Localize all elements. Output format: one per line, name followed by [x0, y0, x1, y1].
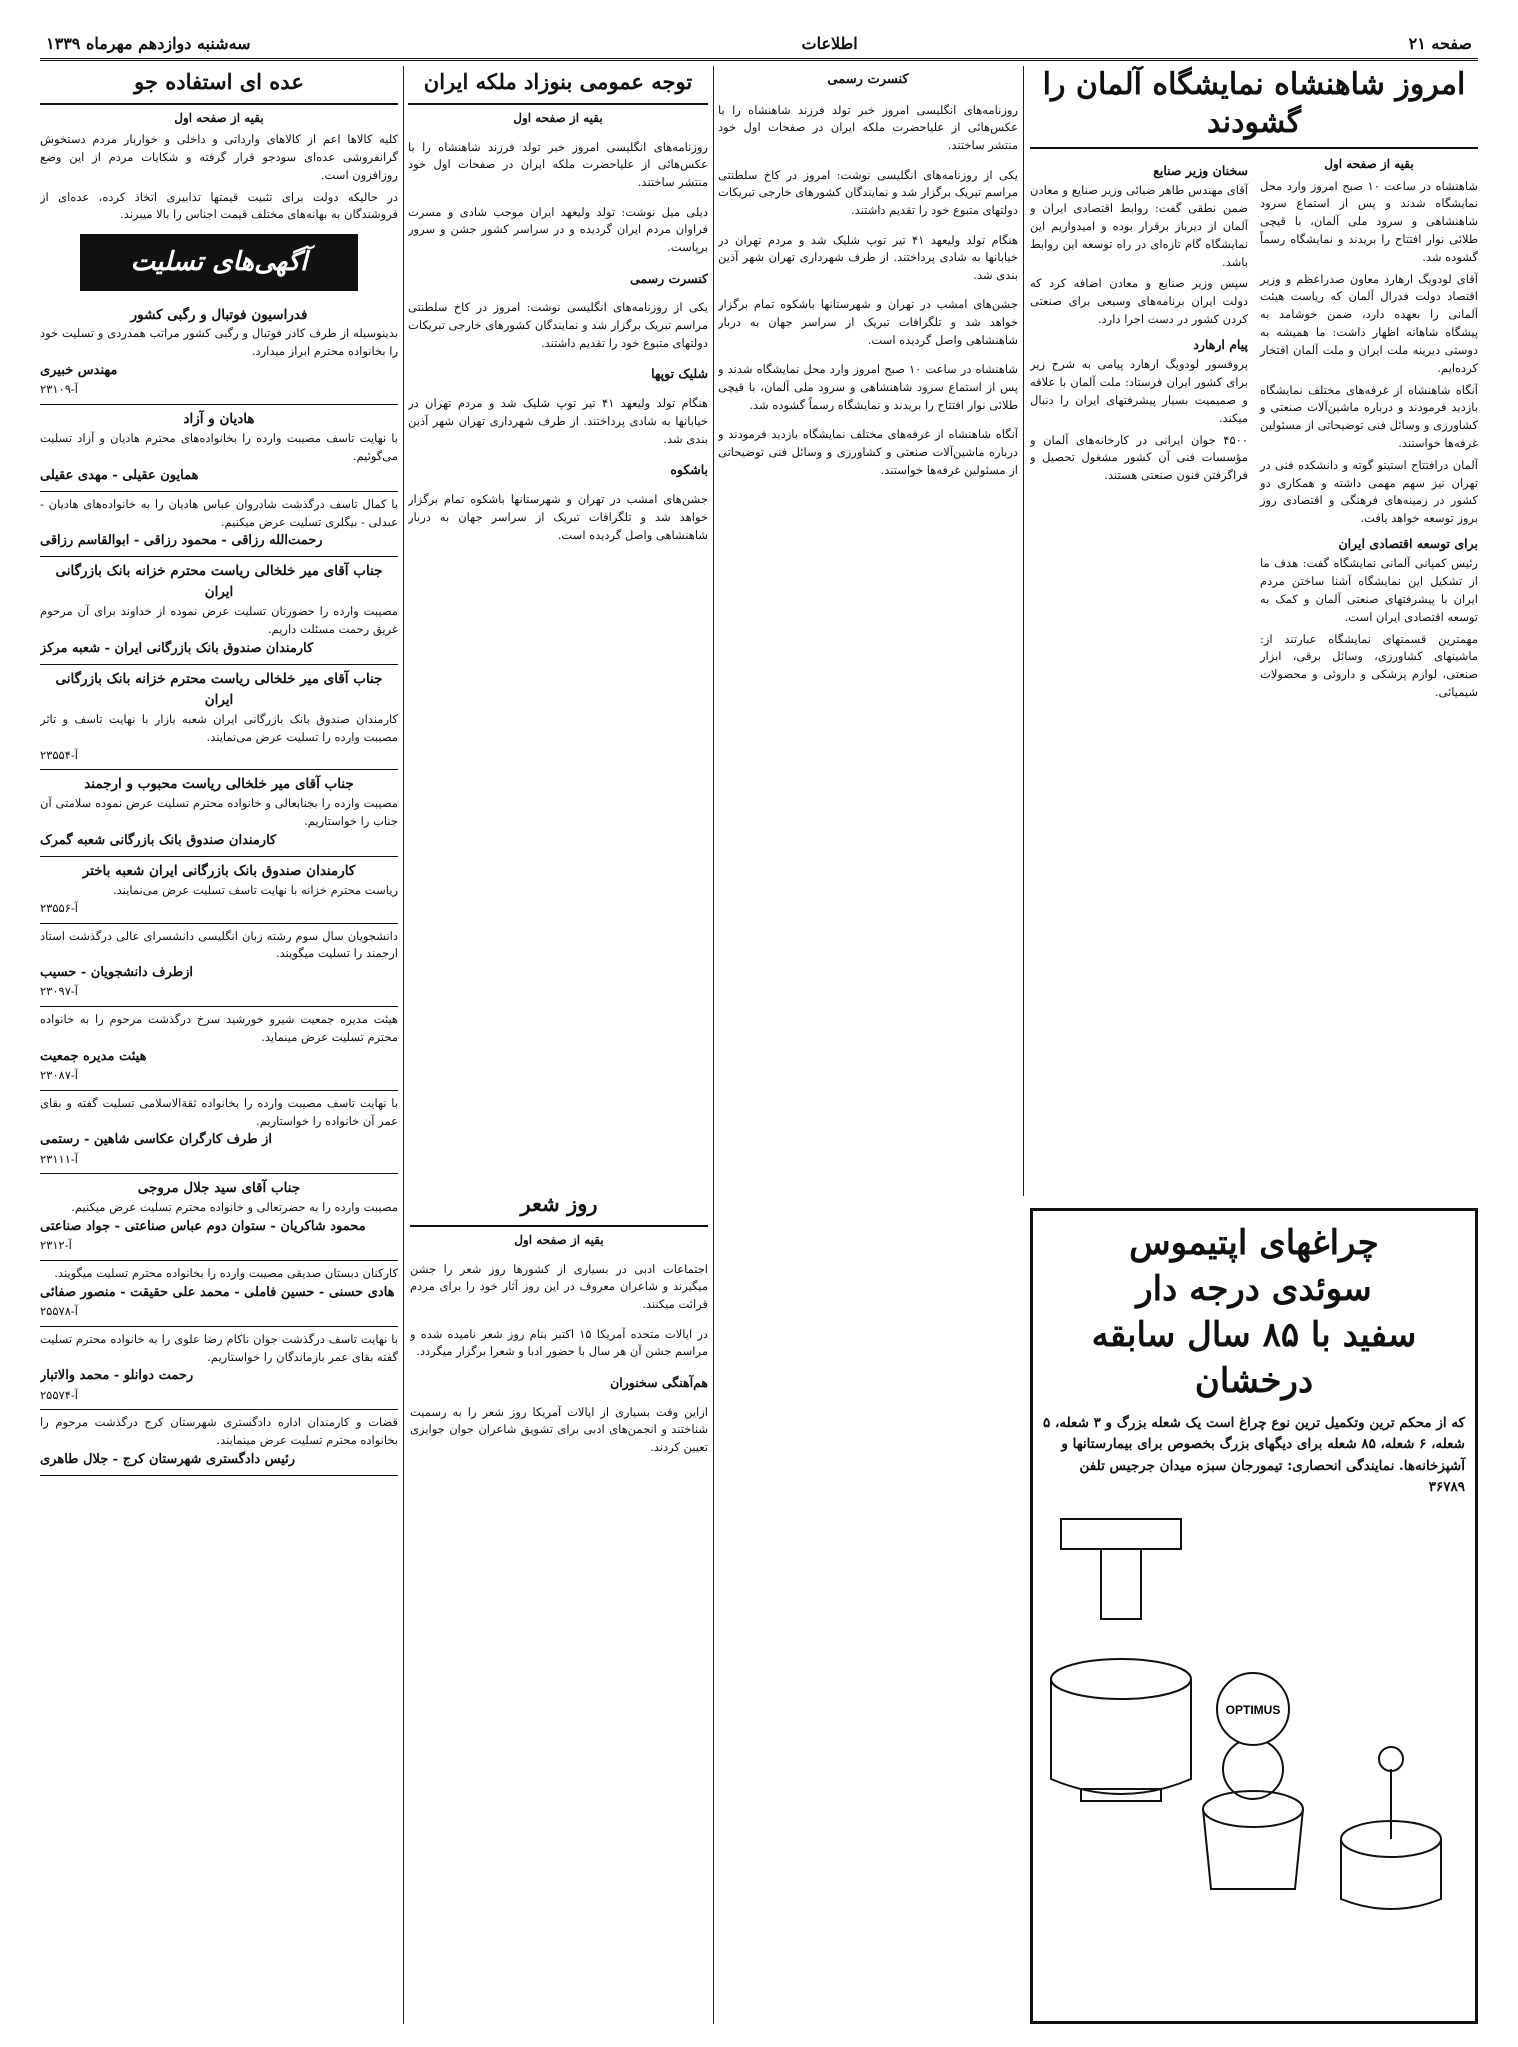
subheading: برای توسعه اقتصادی ایران	[1338, 536, 1478, 552]
subheading: سخنان وزیر صنایع	[1153, 163, 1248, 178]
paragraph: رئیس کمپانی آلمانی نمایشگاه گفت: هدف ما از تشکیل این نمایشگاه آشنا ساختن مردم ایران با پیشرفتهای صنعتی آلمان و کمک به توسعه اقتصادی ایران است.	[1260, 556, 1478, 624]
notice-signature: کارمندان صندوق بانک بازرگانی ایران - شعبه مرکز	[40, 640, 314, 656]
condolence-notice	[40, 1174, 398, 1261]
paragraph: شاهنشاه در ساعت ۱۰ صبح امروز وارد محل نمایشگاه شدند و پس از استماع سرود شاهنشاهی و سرود ملی آلمان، با قیچی طلائی نوار افتتاح را بریدند و نمایشگاه رسماً گشوده شد.	[1260, 178, 1478, 264]
paragraph: پروفسور لودویگ ارهارد پیامی به شرح زیر برای کشور ایران فرستاد: ملت آلمان با علاقه و صمیمیت بسیار پیشرفتهای ایران را دنبال میکند.	[1030, 357, 1248, 425]
condolence-notice	[40, 301, 398, 406]
paragraph: یکی از روزنامه‌های انگلیسی نوشت: امروز در کاخ سلطنتی مراسم تبریک برگزار شد و نمایندگان کشورهای خارجی تبریکات دولتهای متبوع خود را تقدیم داشتند.	[718, 167, 1018, 218]
notice-code: آ-۲۳۵۵۴	[40, 747, 78, 762]
headline-exhibition: امروز شاهنشاه نمایشگاه آلمان را گشودند	[1030, 66, 1478, 149]
notice-signature: همایون عقیلی - مهدی عقیلی	[40, 467, 199, 483]
headline-poetry: روز شعر	[410, 1188, 708, 1227]
paragraph: دیلی میل نوشت: تولد ولیعهد ایران موجب شادی و مسرت فراوان مردم ایران گردیده و در سراسر کشور جشن و سرور برپاست.	[408, 204, 708, 255]
paragraph: کلیه کالاها اعم از کالاهای وارداتی و داخلی و خواربار مردم دستخوش گرانفروشی عده‌ای سودجو قرار گرفته و شکایات مردم از این وضع روزافزون است.	[40, 132, 398, 182]
column-rule	[713, 66, 714, 2024]
paragraph: ۴۵۰۰ جوان ایرانی در کارخانه‌های آلمان و مؤسسات فنی آن کشور مشغول تحصیل و فراگرفتن فنون صنعتی هستند.	[1030, 432, 1248, 483]
paragraph: سپس وزیر صنایع و معادن اضافه کرد که دولت ایران برنامه‌های وسیعی برای صنعتی کردن کشور در دست اجرا دارد.	[1030, 276, 1248, 327]
paragraph: ازاین وقت بسیاری از ایالات آمریکا روز شعر را به رسمیت شناختند و انجمن‌های ادبی برای تشویق شاعران جوان جوایزی تعیین کردند.	[410, 1404, 708, 1455]
article-queen-continued	[718, 66, 1018, 2024]
notice-code: آ-۲۵۵۷۸	[40, 1303, 78, 1318]
headline-queen: توجه عمومی بنوزاد ملکه ایران	[408, 66, 708, 105]
notice-text: با نهایت تاسف مصیبت وارده را بخانواده‌های محترم هادیان و آزاد تسلیت می‌گوئیم.	[40, 430, 398, 463]
condolence-notice	[40, 1091, 398, 1175]
notice-text: مصیبت وارده را به حضرتعالی و خانواده محترم تسلیت عرض میکنیم.	[71, 1200, 398, 1215]
subheading: باشکوه	[670, 462, 708, 478]
subheading: کنسرت رسمی	[629, 270, 708, 286]
optimus-advert	[1030, 1208, 1478, 2024]
notice-text: مصیبت وارده را بجنابعالی و خانواده محترم تسلیت عرض نموده سلامتی آن جناب را خواستاریم.	[40, 796, 398, 829]
notice-signature: رئیس دادگستری شهرستان کرج - جلال طاهری	[40, 1451, 296, 1467]
notice-text: مصیبت وارده را حضورتان تسلیت عرض نموده از خداوند برای آن مرحوم غریق رحمت مسئلت داریم.	[40, 604, 398, 637]
condolence-notice	[40, 665, 398, 770]
paragraph: جشن‌های امشب در تهران و شهرستانها باشکوه تمام برگزار خواهد شد و تلگرافات تبریک از سراسر جهان به دربار شاهنشاهی واصل گردیده است.	[408, 492, 708, 542]
paragraph: شاهنشاه در ساعت ۱۰ صبح امروز وارد محل نمایشگاه شدند و پس از استماع سرود شاهنشاهی و سرود ملی آلمان، با قیچی طلائی نوار افتتاح را بریدند و نمایشگاه رسماً گشوده شد.	[718, 362, 1018, 413]
condolence-notice	[40, 1327, 398, 1411]
paragraph: آقای لودویگ ارهارد معاون صدراعظم و وزیر اقتصاد دولت فدرال آلمان که ریاست هیئت آلمانی را بعهده دارد، ضمن خوشامد به پیشگاه شاهانه اظهار داشت: ما همیشه به دوستی دیرینه ملت ایران و ملت آلمان افتخار کرده‌ایم.	[1260, 271, 1478, 375]
paragraph: در حالیکه دولت برای تثبیت قیمتها تدابیری اتخاذ کرده، عده‌ای از فروشندگان به بهانه‌های مختلف قیمت اجناس را بالا میبرند.	[40, 189, 398, 222]
page-number: صفحه ۲۱	[1408, 33, 1472, 53]
section-label: کنسرت رسمی	[827, 72, 909, 87]
article-poetry-day	[410, 1188, 708, 2024]
notice-signature: ازطرف دانشجویان - حسیب	[40, 965, 194, 981]
paragraph: آنگاه شاهنشاه از غرفه‌های مختلف نمایشگاه بازدید فرمودند و درباره ماشین‌آلات صنعتی و کشاورزی و وسائل فنی توضیحاتی از مسئولین غرفه‌ها خواستند.	[718, 427, 1018, 477]
left-column	[40, 66, 398, 2024]
notice-code: آ-۲۳۱۲	[40, 1238, 72, 1253]
notice-text: با نهایت تاسف درگذشت جوان ناکام رضا علوی را به خانواده محترم تسلیت گفته بقای عمر بازماندگان را خواستاریم.	[40, 1331, 398, 1364]
notice-text: کارمندان صندوق بانک بازرگانی ایران شعبه بازار با نهایت تاسف و تاثر مصیبت وارده را تسلیت عرض می‌نمایند.	[40, 711, 398, 744]
notice-text: هیئت مدیره جمعیت شیرو خورشید سرخ درگذشت مرحوم را به خانواده محترم تسلیت عرض مینماید.	[40, 1012, 398, 1044]
advert-body: که از محکم ترین وتکمیل ترین نوع چراغ است یک شعله بزرگ و ۳ شعله، ۵ شعله، ۶ شعله، ۸۵ شعله برای دیگهای بزرگ بخصوص برای بیمارستانها و آشپزخانه‌ها. نمایندگی انحصاری: تیمورجان سبزه میدان جرجیس تلفن ۳۶۷۸۹	[1043, 1414, 1465, 1496]
paragraph: آقای مهندس طاهر ضیائی وزیر صنایع و معادن ضمن نطقی گفت: روابط اقتصادی ایران و آلمان از دیرباز برقرار بوده و امیدواریم این نمایشگاه گام تازه‌ای در راه توسعه این روابط باشد.	[1030, 183, 1248, 269]
subheading: پیام ارهارد	[1193, 336, 1248, 352]
notice-code: آ-۲۵۵۷۴	[40, 1387, 78, 1402]
paper-name: اطلاعات	[801, 33, 858, 53]
notice-code: آ-۲۳۱۰۹	[40, 382, 78, 397]
notice-text: قضات و کارمندان اداره دادگستری شهرستان کرج درگذشت مرحوم را بخانواده محترم تسلیت عرض مینمایند.	[40, 1415, 398, 1448]
paragraph: روزنامه‌های انگلیسی امروز خبر تولد فرزند شاهنشاه را با عکس‌هائی از علیاحضرت ملکه ایران در صفحات اول خود منتشر ساختند.	[718, 102, 1018, 153]
condolence-notice	[40, 1261, 398, 1327]
notice-code: آ-۲۳۱۱۱	[40, 1151, 78, 1166]
notice-text: کارکنان دبستان صدیقی مصیبت وارده را بخانواده محترم تسلیت میگویند.	[54, 1266, 398, 1280]
notice-signature: کارمندان صندوق بانک بازرگانی شعبه گمرک	[40, 832, 277, 848]
masthead	[40, 28, 1478, 61]
condolence-notice	[40, 405, 398, 492]
condolence-notice	[40, 924, 398, 1008]
notice-text: دانشجویان سال سوم رشته زبان انگلیسی دانشسرای عالی درگذشت استاد ارجمند را تسلیت میگویند.	[40, 928, 398, 961]
notice-heading: فدراسیون فوتبال و رگبی کشور	[130, 306, 308, 323]
paragraph: روزنامه‌های انگلیسی امروز خبر تولد فرزند شاهنشاه را با عکس‌هائی از علیاحضرت ملکه ایران در صفحات اول خود منتشر ساختند.	[408, 139, 708, 190]
column-rule	[1023, 66, 1024, 1196]
notice-heading: کارمندان صندوق بانک بازرگانی ایران شعبه باختر	[82, 863, 356, 880]
condolence-notice	[40, 770, 398, 857]
notice-code: آ-۲۳۵۵۶	[40, 900, 78, 915]
notice-signature: رحمت دوانلو - محمد والاتبار	[40, 1368, 194, 1384]
continued-label: بقیه از صفحه اول	[514, 1232, 604, 1247]
advert-title: چراغهای اپتیموس سوئدی درجه دار سفید با ۸۵ سال سابقه درخشان	[1091, 1223, 1417, 1401]
paragraph: هنگام تولد ولیعهد ۴۱ تیر توپ شلیک شد و مردم تهران در خیابانها به شادی پرداختند. از طرف شهرداری تهران شهر آذین بندی شد.	[408, 396, 708, 446]
article-exhibition	[1030, 66, 1478, 1174]
notice-text: ریاست محترم خزانه با نهایت تاسف تسلیت عرض می‌نمایند.	[112, 882, 398, 897]
notice-text: با نهایت تاسف مصیبت وارده را بخانواده ثقةالاسلامی تسلیت گفته و بقای عمر آن خانواده را خواستاریم.	[40, 1095, 398, 1128]
notice-signature: مهندس خبیری	[40, 363, 118, 379]
notice-heading: هادیان و آزاد	[183, 411, 255, 427]
notice-signature: هادی حسنی - حسین فاملی - محمد علی حقیقت - منصور صفائی	[40, 1284, 395, 1300]
stove-illustration	[1043, 1509, 1465, 1933]
paragraph: هنگام تولد ولیعهد ۴۱ تیر توپ شلیک شد و مردم تهران در خیابانها به شادی پرداختند. از طرف شهرداری تهران شهر آذین بندی شد.	[718, 232, 1018, 283]
notice-code: آ-۲۳۰۸۷	[40, 1067, 78, 1082]
stove-icon	[1041, 1509, 1465, 1929]
notice-code: آ-۲۳۰۹۷	[40, 984, 78, 999]
newspaper-page	[40, 28, 1478, 2024]
brand-logo: OPTIMUS	[1225, 1702, 1281, 1717]
notice-text: با کمال تاسف درگذشت شادروان عباس هادیان را به خانواده‌های هادیان - عبدلی - بیگلری تسلیت عرض میکنیم.	[40, 496, 398, 529]
paragraph: یکی از روزنامه‌های انگلیسی نوشت: امروز در کاخ سلطنتی مراسم تبریک برگزار شد و نمایندگان کشورهای خارجی تبریکات دولتهای متبوع خود را تقدیم داشتند.	[408, 300, 708, 351]
paragraph: آنگاه شاهنشاه از غرفه‌های مختلف نمایشگاه بازدید فرمودند و درباره ماشین‌آلات صنعتی و کشاورزی و وسائل فنی توضیحاتی از مسئولین غرفه‌ها خواستند.	[1260, 382, 1478, 450]
condolence-notice	[40, 1007, 398, 1091]
headline-profiteers: عده ای استفاده جو	[40, 66, 398, 105]
paragraph: در ایالات متحده آمریکا ۱۵ اکتبر بنام روز شعر نامیده شده و مراسم جشن آن هر سال با حضور ادبا و شعرا برگزار میگردد.	[410, 1326, 708, 1359]
condolence-notice	[40, 857, 398, 924]
notice-heading: جناب آقای میر خلخالی ریاست محترم خزانه بانک بازرگانی ایران	[55, 563, 383, 601]
paragraph: جشن‌های امشب در تهران و شهرستانها باشکوه تمام برگزار خواهد شد و تلگرافات تبریک از سراسر جهان به دربار شاهنشاهی واصل گردیده است.	[718, 297, 1018, 348]
notice-heading: جناب آقای میر خلخالی ریاست محبوب و ارجمند	[84, 776, 354, 793]
notice-signature: محمود شاکریان - ستوان دوم عباس صناعتی - جواد صناعتی	[40, 1219, 366, 1235]
notice-text: بدینوسیله از طرف کادر فوتبال و رگبی کشور مراتب همدردی و تسلیت خود را بخانواده محترم ابراز میدارد.	[40, 326, 398, 359]
subheading: هم‌آهنگی سخنوران	[610, 1374, 708, 1390]
paragraph: آلمان درافتتاح استیتو گوته و دانشکده فنی در تهران نیز سهم مهمی داشته و همکاری دو کشور در زمینه‌های فرهنگی و اقتصادی روز بروز توسعه خواهد یافت.	[1260, 457, 1478, 526]
notice-heading: جناب آقای میر خلخالی ریاست محترم خزانه بانک بازرگانی ایران	[55, 671, 383, 708]
condolences-title: آگهی‌های تسلیت	[80, 234, 358, 290]
condolence-notice	[40, 1410, 398, 1476]
notice-heading: جناب آقای سید جلال مروجی	[137, 1180, 301, 1197]
article-queen	[408, 66, 708, 1176]
condolence-notice	[40, 557, 398, 665]
condolence-notices	[40, 301, 398, 1477]
continued-label: بقیه از صفحه اول	[174, 110, 264, 125]
notice-signature: رحمت‌الله رزاقی - محمود رزاقی - ابوالقاسم رزاقی	[40, 533, 323, 549]
condolence-notice	[40, 492, 398, 558]
paragraph: اجتماعات ادبی در بسیاری از کشورها روز شعر را جشن میگیرند و شاعران معروف در این روز آثار خود را برای مردم قرائت میکنند.	[410, 1261, 708, 1312]
column-rule	[403, 66, 404, 2024]
subheading: شلیک توپها	[651, 366, 708, 382]
notice-signature: هیئت مدیره جمعیت	[40, 1048, 147, 1064]
paragraph: مهمترین قسمتهای نمایشگاه عبارتند از: ماشینهای کشاورزی، وسائل برقی، ابزار صنعتی، لوازم پزشکی و داروئی و محصولات شیمیائی.	[1260, 631, 1478, 700]
continued-label: بقیه از صفحه اول	[1324, 157, 1414, 171]
issue-date: سه‌شنبه دوازدهم مهرماه ۱۳۳۹	[46, 33, 251, 53]
notice-signature: از طرف کارگران عکاسی شاهین - رستمی	[40, 1132, 272, 1148]
continued-label: بقیه از صفحه اول	[513, 110, 603, 125]
